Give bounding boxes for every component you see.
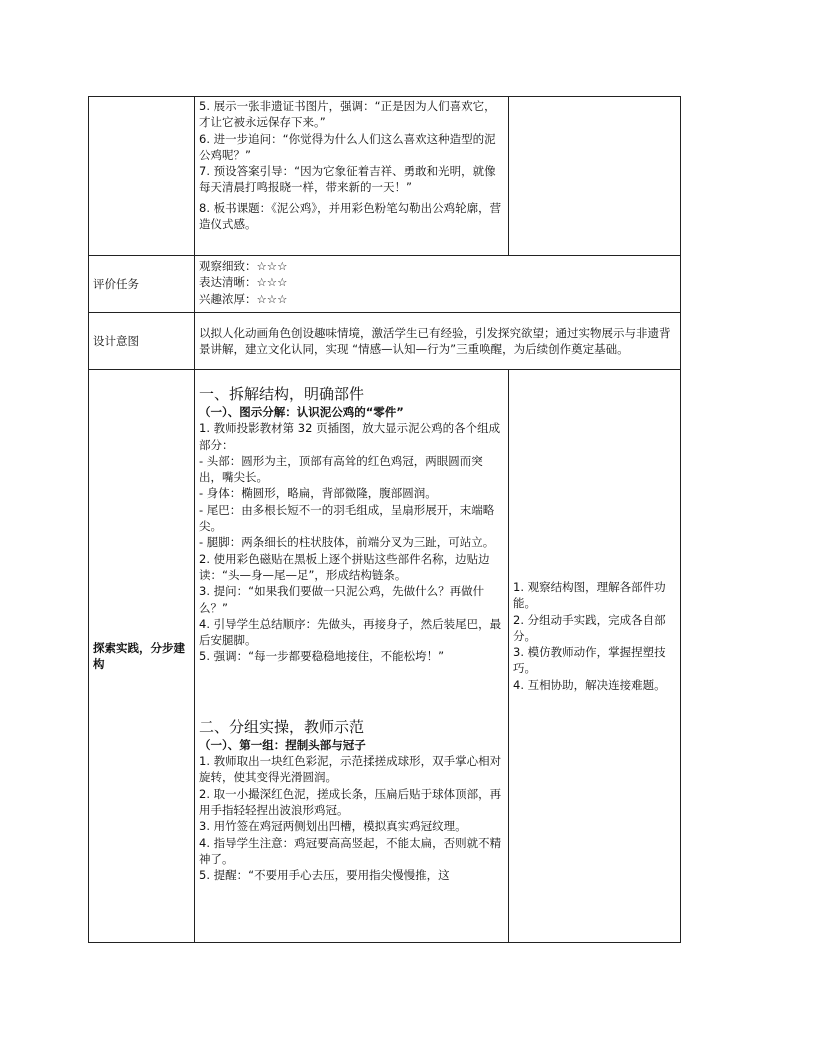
empty-label-cell xyxy=(89,97,195,256)
design-intent-text: 以拟人化动画角色创设趣味情境，激活学生已有经验，引发探究欲望；通过实物展示与非遗背景讲解，建立文化认同，实现 “情感—认知—行为”三重唤醒，为后续创作奠定基础。 xyxy=(195,313,681,370)
intro-line: 7. 预设答案引导：“因为它象征着吉祥、勇敢和光明，就像每天清晨打鸣报晓一样，带来新的一天！” xyxy=(199,164,496,195)
practice-line: 5. 强调：“每一步都要稳稳地接住，不能松垮！” xyxy=(199,649,445,664)
practice-line: - 身体：椭圆形，略扁，背部微隆，腹部圆润。 xyxy=(199,486,437,501)
section-title: 二、分组实操，教师示范 xyxy=(199,717,365,736)
practice-line: 5. 提醒：“不要用手心去压，要用指尖慢慢推，这 xyxy=(199,868,450,883)
evaluation-label: 评价任务 xyxy=(89,256,195,313)
table-row-evaluation xyxy=(89,256,681,313)
evaluation-item: 兴趣浓厚：☆☆☆ xyxy=(199,291,288,306)
practice-line: - 头部：圆形为主，顶部有高耸的红色鸡冠，两眼圆而突出，嘴尖长。 xyxy=(199,453,483,485)
practice-line: 3. 提问：“如果我们要做一只泥公鸡，先做什么？再做什么？” xyxy=(199,584,485,615)
section-subtitle: （一）、第一组：捏制头部与冠子 xyxy=(199,737,366,752)
evaluation-item: 观察细致：☆☆☆ xyxy=(199,259,288,273)
practice-line: 2. 使用彩色磁贴在黑板上逐个拼贴这些部件名称，边贴边读：“头—身—尾—足”，形成结构链条。 xyxy=(199,551,490,582)
table-row-practice xyxy=(89,370,681,943)
intro-line: 8. 板书课题：《泥公鸡》，并用彩色粉笔勾勒出公鸡轮廓，营造仪式感。 xyxy=(199,200,502,232)
practice-content-cell xyxy=(195,370,509,943)
practice-line: 4. 引导学生总结顺序：先做头，再接身子，然后装尾巴，最后安腿脚。 xyxy=(199,616,502,648)
practice-line: - 尾巴：由多根长短不一的羽毛组成，呈扇形展开，末端略尖。 xyxy=(199,502,495,534)
intro-line: 6. 进一步追问：“你觉得为什么人们这么喜欢这种造型的泥公鸡呢？” xyxy=(199,131,496,162)
empty-activity-cell xyxy=(509,97,681,256)
practice-line: 4. 指导学生注意：鸡冠要高高竖起，不能太扁，否则就不精神了。 xyxy=(199,835,502,866)
practice-line: 1. 教师投影教材第 32 页插图，放大显示泥公鸡的各个组成部分： xyxy=(199,421,501,452)
table-row-design-intent xyxy=(89,313,681,370)
practice-label: 探索实践，分步建构 xyxy=(89,370,195,943)
student-activity-item: 1. 观察结构图，理解各部件功能。 xyxy=(513,579,666,611)
practice-line: 2. 取一小撮深红色泥，搓成长条，压扁后贴于球体顶部，再用手指轻轻捏出波浪形鸡冠。 xyxy=(199,786,502,817)
student-activity-cell xyxy=(509,370,681,943)
section-subtitle: （一）、图示分解：认识泥公鸡的“零件” xyxy=(199,405,404,419)
lesson-plan-table xyxy=(88,96,681,943)
evaluation-content xyxy=(195,256,681,313)
practice-line: 1. 教师取出一块红色彩泥，示范揉搓成球形，双手掌心相对旋转，使其变得光滑圆润。 xyxy=(199,754,502,785)
practice-line: - 腿脚：两条细长的柱状肢体，前端分叉为三趾，可站立。 xyxy=(199,535,495,550)
practice-line: 3. 用竹签在鸡冠两侧划出凹槽，模拟真实鸡冠纹理。 xyxy=(199,819,467,834)
table-row-intro xyxy=(89,97,681,256)
intro-content-cell xyxy=(195,97,509,256)
student-activity-item: 4. 互相协助，解决连接难题。 xyxy=(513,677,666,692)
section-spacer xyxy=(199,665,504,717)
evaluation-item: 表达清晰：☆☆☆ xyxy=(199,275,288,290)
student-activity-item: 2. 分组动手实践，完成各自部分。 xyxy=(513,612,666,643)
design-intent-label: 设计意图 xyxy=(89,313,195,370)
student-activity-item: 3. 模仿教师动作，掌握捏塑技巧。 xyxy=(513,645,666,676)
intro-line: 5. 展示一张非遗证书图片，强调：“正是因为人们喜欢它，才让它被永远保存下来。” xyxy=(199,99,496,130)
section-title: 一、拆解结构，明确部件 xyxy=(199,385,365,403)
